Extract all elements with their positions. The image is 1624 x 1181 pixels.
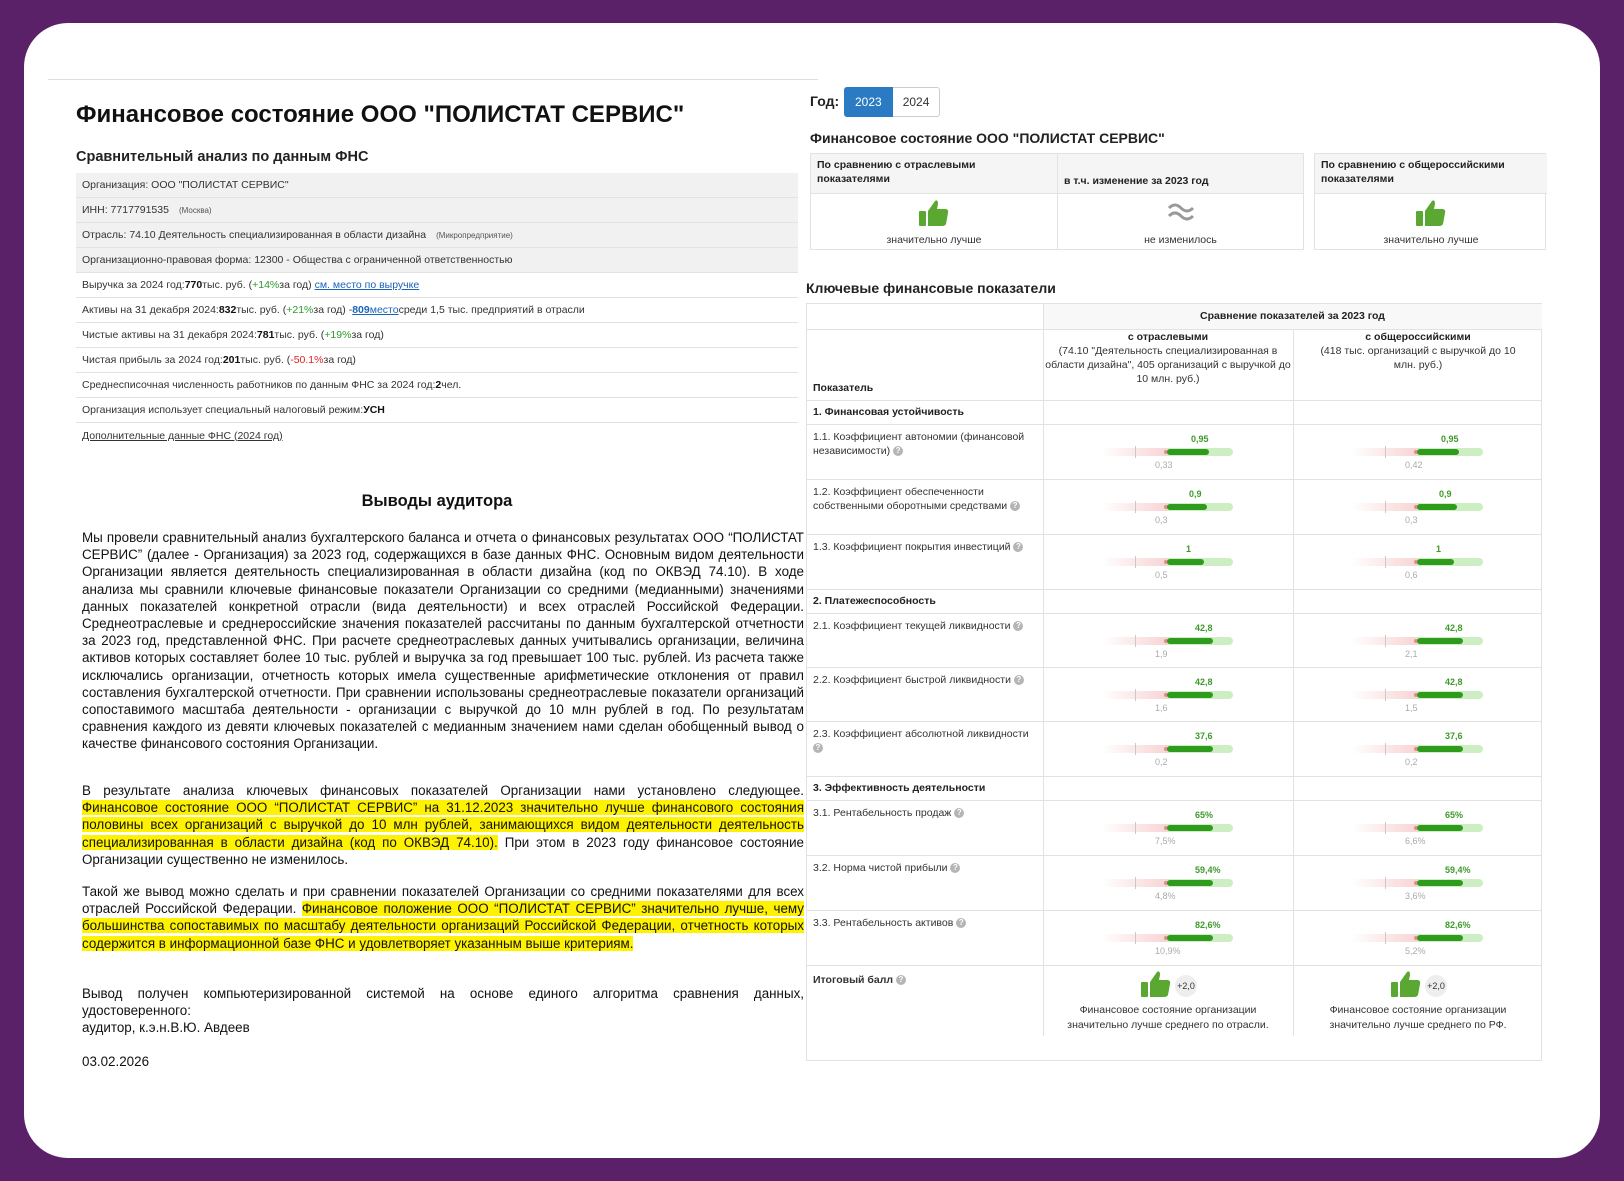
meter-median-mark (1135, 822, 1136, 834)
meter-fill (1167, 880, 1213, 886)
meter-median-value: 5,2% (1405, 946, 1426, 956)
indicator-meter (1351, 920, 1483, 956)
info-employees: Среднесписочная численность работников по данным ФНС за 2024 год: 2 чел. (76, 373, 798, 398)
meter-value: 42,8 (1445, 623, 1463, 633)
meter-median-value: 3,6% (1405, 891, 1426, 901)
meter-bg-negative (1101, 745, 1167, 753)
page-subtitle: Сравнительный анализ по данным ФНС (76, 149, 369, 165)
meter-median-value: 0,2 (1155, 757, 1168, 767)
meter-fill (1167, 638, 1213, 644)
meter-value: 0,95 (1191, 434, 1209, 444)
indicator-label-text: 2.2. Коэффициент быстрой ликвидности (813, 674, 1014, 686)
info-profit: Чистая прибыль за 2024 год: 201 тыс. руб. ( -50.1% за год) (76, 348, 798, 373)
meter-median-mark (1135, 556, 1136, 568)
meter-median-value: 0,5 (1155, 570, 1168, 580)
indicator-label-text: 3.2. Норма чистой прибыли (813, 862, 951, 874)
meter-bg-negative (1351, 745, 1417, 753)
indicator-label (813, 540, 1037, 554)
meter-fill (1417, 559, 1454, 565)
info-tax: Организация использует специальный налоговый режим: УСН (76, 398, 798, 423)
help-icon[interactable]: ? (1014, 675, 1024, 685)
meter-fill (1167, 449, 1209, 455)
meter-bg-negative (1351, 879, 1417, 887)
row-divider (807, 965, 1541, 966)
thumbs-up-icon (1389, 969, 1423, 999)
help-icon[interactable]: ? (896, 975, 906, 985)
meter-value: 65% (1445, 810, 1464, 820)
page-frame (24, 23, 1600, 1158)
info-net-assets: Чистые активы на 31 декабря 2024: 781 тыс. руб. ( +19% за год) (76, 323, 798, 348)
indicator-label (813, 727, 1037, 755)
indicator-meter (1351, 865, 1483, 901)
right-panel (784, 23, 1600, 1158)
meter-fill (1167, 746, 1213, 752)
row-divider (807, 613, 1541, 614)
row-divider (807, 589, 1541, 590)
meter-bg-negative (1101, 503, 1167, 511)
meter-median-mark (1135, 446, 1136, 458)
info-inn: ИНН: 7717791535 (Москва) (76, 198, 798, 223)
indicator-label (813, 619, 1037, 633)
indicator-meter (1101, 810, 1233, 846)
meter-value: 59,4% (1445, 865, 1471, 875)
meter-median-mark (1385, 689, 1386, 701)
indicator-label (813, 861, 1037, 875)
meter-bg-negative (1101, 691, 1167, 699)
help-icon[interactable]: ? (813, 743, 823, 753)
meter-median-mark (1385, 932, 1386, 944)
indicator-meter (1101, 865, 1233, 901)
indicator-meter (1351, 731, 1483, 767)
help-icon[interactable]: ? (1010, 501, 1020, 511)
meter-fill (1417, 638, 1463, 644)
info-org: Организация: ООО "ПОЛИСТАТ СЕРВИС" (76, 173, 798, 198)
indicator-meter (1351, 810, 1483, 846)
indicator-label (813, 430, 1037, 458)
meter-value: 42,8 (1195, 677, 1213, 687)
meter-bg-negative (1351, 934, 1417, 942)
meter-median-mark (1135, 932, 1136, 944)
meter-value: 1 (1436, 544, 1442, 554)
meter-fill (1417, 692, 1463, 698)
indicator-meter (1101, 434, 1233, 470)
meter-median-mark (1385, 501, 1386, 513)
section-header: 2. Платежеспособность (813, 595, 936, 607)
approx-icon (1166, 198, 1196, 224)
meter-fill (1417, 746, 1463, 752)
assets-place-link[interactable]: место (369, 304, 399, 316)
meter-value: 0,9 (1189, 489, 1202, 499)
assets-rank-link[interactable]: 809 (352, 304, 370, 316)
help-icon[interactable]: ? (1013, 621, 1023, 631)
auditor-title: Выводы аудитора (361, 492, 513, 510)
indicator-meter (1351, 434, 1483, 470)
meter-value: 42,8 (1445, 677, 1463, 687)
row-divider (807, 800, 1541, 801)
meter-bg-negative (1101, 879, 1167, 887)
meter-bg-negative (1351, 448, 1417, 456)
row-divider (807, 667, 1541, 668)
auditor-paragraph-3: Такой же вывод можно сделать и при сравнении показателей Организации со средними показателями для всех отраслей Российской Федерации. Финансовое положение ООО “ПОЛИСТАТ СЕРВИС” значительно лучше, чему большинства сопоставимых по масштабу деятельности организаций Российской Федерации, отчетность которых содержится в информационной базе ФНС и удовлетворяет указанным выше критериям. (82, 884, 804, 951)
score-badge: +2,0 (1425, 975, 1447, 997)
meter-median-mark (1385, 635, 1386, 647)
section-header: 1. Финансовая устойчивость (813, 406, 964, 418)
thumbs-up-icon (917, 198, 951, 228)
indicator-meter (1101, 623, 1233, 659)
meter-fill (1417, 935, 1463, 941)
row-divider (807, 910, 1541, 911)
meter-value: 42,8 (1195, 623, 1213, 633)
fin-state-title: Финансовое состояние ООО "ПОЛИСТАТ СЕРВИС" (810, 130, 1165, 146)
info-revenue: Выручка за 2024 год: 770 тыс. руб. ( +14% за год) см. место по выручке (76, 273, 798, 298)
col-industry-head: с отраслевыми (74.10 "Деятельность специализированная в области дизайна", 405 организаций с выручкой до 10 млн. руб.) (1045, 331, 1291, 385)
row-divider (807, 400, 1541, 401)
meter-bg-negative (1101, 824, 1167, 832)
meter-median-value: 0,42 (1405, 460, 1423, 470)
meter-median-value: 4,8% (1155, 891, 1176, 901)
meter-value: 37,6 (1195, 731, 1213, 741)
comparison-box-2 (1314, 153, 1546, 250)
table-head-top: Сравнение показателей за 2023 год (1043, 304, 1542, 329)
indicator-meter (1101, 544, 1233, 580)
meter-value: 59,4% (1195, 865, 1221, 875)
year-label: Год: (810, 93, 840, 109)
meter-bg-negative (1351, 824, 1417, 832)
revenue-rank-link[interactable]: см. место по выручке (314, 279, 420, 291)
score-summary: Финансовое состояние организации значительно лучше среднего по РФ. (1329, 1004, 1507, 1031)
meter-median-value: 7,5% (1155, 836, 1176, 846)
cmp-industry: По сравнению с отраслевыми показателями значительно лучше (811, 154, 1057, 250)
meter-median-value: 6,6% (1405, 836, 1426, 846)
meter-median-mark (1135, 689, 1136, 701)
meter-bg-negative (1351, 558, 1417, 566)
row-divider (807, 776, 1541, 777)
meter-fill (1417, 880, 1463, 886)
row-divider (807, 855, 1541, 856)
section-header: 3. Эффективность деятельности (813, 782, 986, 794)
meter-value: 37,6 (1445, 731, 1463, 741)
indicator-label-text: 1.1. Коэффициент автономии (финансовой независимости) (813, 431, 1025, 457)
meter-fill (1167, 504, 1207, 510)
page-title: Финансовое состояние ООО "ПОЛИСТАТ СЕРВИС" (76, 101, 685, 128)
meter-bg-negative (1101, 448, 1167, 456)
meter-fill (1167, 935, 1213, 941)
auditor-paragraph-1: Мы провели сравнительный анализ бухгалтерского баланса и отчета о финансовых результатах ООО “ПОЛИСТАТ СЕРВИС” (далее - Организация) за 2023 год, содержащихся в базе данных ФНС. Основным видом деятельности Организации является деятельность специализированная в области дизайна (код по ОКВЭД 74.10). В ходе анализа мы сравнили ключевые финансовые показатели Организации со средними (медианными) значениями данных показателей конкретной отрасли (вида деятельности) и всех отраслей Российской Федерации. Среднеотраслевые и среднероссийские значения показателей рассчитаны по данным бухгалтерской отчетности за 2023 год, представленной ФНС. При расчете среднеотраслевых данных учитывались организации, величина активов которых составляет более 10 тыс. рублей и выручка за год превышает 100 тыс. рублей. Из расчета также исключались организации, отчетность которых имела существенные арифметические отклонения от правил составления бухгалтерской отчетности. При сравнении использованы среднеотраслевые показатели организаций сопоставимого масштаба деятельности - организации с выручкой до 10 млн рублей в год. По результатам сравнения каждого из девяти ключевых показателей с медианным значением нами сделан обобщенный вывод о качестве финансового состояния Организации. (82, 530, 804, 752)
info-industry: Отрасль: 74.10 Деятельность специализированная в области дизайна (Микропредприятие) (76, 223, 798, 248)
meter-bg-negative (1351, 691, 1417, 699)
meter-bg-negative (1101, 637, 1167, 645)
indicator-label-text: 2.3. Коэффициент абсолютной ликвидности (813, 728, 1029, 740)
meter-median-value: 1,9 (1155, 649, 1168, 659)
auditor-paragraph-2: В результате анализа ключевых финансовых показателей Организации нами установлено следующее. Финансовое состояние ООО “ПОЛИСТАТ СЕРВИС” на 31.12.2023 значительно лучше финансового состояния половины всех организаций с выручкой до 10 млн рублей, занимающихся видом деятельности деятельность специализированная в области дизайна (код по ОКВЭД 74.10). При этом в 2023 году финансовое состояние Организации существенно не изменилось. (82, 783, 804, 867)
meter-value: 0,95 (1441, 434, 1459, 444)
meter-median-value: 1,6 (1155, 703, 1168, 713)
meter-bg-negative (1101, 558, 1167, 566)
thumbs-up-icon (1139, 969, 1173, 999)
key-indicators-title: Ключевые финансовые показатели (806, 280, 1056, 296)
meter-median-value: 0,33 (1155, 460, 1173, 470)
comparison-box-1 (810, 153, 1304, 250)
indicator-label-text: 2.1. Коэффициент текущей ликвидности (813, 620, 1014, 632)
meter-fill (1417, 449, 1459, 455)
meter-value: 65% (1195, 810, 1214, 820)
auditor-paragraph-4: Вывод получен компьютеризированной системой на основе единого алгоритма сравнения данных, удостоверенного: аудитор, к.э.н.В.Ю. Авдеев (82, 986, 804, 1036)
indicator-label-text: 1.2. Коэффициент обеспеченности собственными оборотными средствами (813, 486, 1011, 512)
cmp-russia: По сравнению с общероссийскими показателями значительно лучше (1315, 154, 1547, 250)
indicator-meter (1351, 489, 1483, 525)
year-2023-button[interactable]: 2023 (844, 87, 893, 117)
cmp-change: в т.ч. изменение за 2023 год не изменилось (1057, 154, 1303, 250)
col-russia-head: с общероссийскими (418 тыс. организаций с выручкой до 10 млн. руб.) (1320, 331, 1516, 371)
meter-median-value: 0,2 (1405, 757, 1418, 767)
help-icon[interactable]: ? (893, 446, 903, 456)
meter-bg-negative (1101, 934, 1167, 942)
meter-bg-negative (1351, 637, 1417, 645)
row-divider (807, 329, 1541, 330)
indicator-meter (1101, 920, 1233, 956)
indicator-label-text: 3.3. Рентабельность активов (813, 917, 957, 929)
thumbs-up-icon (1414, 198, 1448, 228)
help-icon[interactable]: ? (950, 863, 960, 873)
indicator-meter (1351, 544, 1483, 580)
indicator-meter (1101, 677, 1233, 713)
indicator-label (813, 673, 1037, 687)
indicator-meter (1351, 677, 1483, 713)
help-icon[interactable]: ? (956, 918, 966, 928)
meter-median-mark (1385, 556, 1386, 568)
year-selector (844, 87, 940, 117)
info-legal-form: Организационно-правовая форма: 12300 - Общества с ограниченной ответственностью (76, 248, 798, 273)
meter-median-value: 0,6 (1405, 570, 1418, 580)
score-summary: Финансовое состояние организации значительно лучше среднего по отрасли. (1067, 1004, 1269, 1031)
indicator-meter (1101, 731, 1233, 767)
meter-value: 82,6% (1195, 920, 1221, 930)
meter-median-value: 0,3 (1405, 515, 1418, 525)
meter-median-mark (1135, 877, 1136, 889)
meter-median-value: 0,3 (1155, 515, 1168, 525)
info-assets: Активы на 31 декабря 2024: 832 тыс. руб. ( +21% за год) - 809 место среди 1,5 тыс. предприятий в отрасли (76, 298, 798, 323)
column-divider (1293, 329, 1294, 1036)
indicator-meter (1351, 623, 1483, 659)
meter-fill (1417, 504, 1457, 510)
meter-median-value: 10,9% (1155, 946, 1181, 956)
meter-median-mark (1385, 877, 1386, 889)
score-badge: +2,0 (1175, 975, 1197, 997)
company-info-list (76, 173, 798, 448)
divider (48, 79, 818, 80)
meter-value: 0,9 (1439, 489, 1452, 499)
score-label (813, 973, 1037, 987)
meter-median-mark (1385, 822, 1386, 834)
meter-fill (1167, 825, 1213, 831)
meter-median-mark (1135, 635, 1136, 647)
help-icon[interactable]: ? (1013, 542, 1023, 552)
meter-median-mark (1135, 501, 1136, 513)
meter-bg-negative (1351, 503, 1417, 511)
col-indicator-head: Показатель (813, 382, 874, 394)
indicator-label (813, 485, 1037, 513)
meter-median-mark (1135, 743, 1136, 755)
row-divider (807, 424, 1541, 425)
score-label-text: Итоговый балл (813, 974, 896, 986)
indicator-label (813, 916, 1037, 930)
meter-value: 82,6% (1445, 920, 1471, 930)
row-divider (807, 534, 1541, 535)
meter-median-value: 2,1 (1405, 649, 1418, 659)
meter-median-mark (1385, 743, 1386, 755)
indicators-table (806, 303, 1542, 1061)
help-icon[interactable]: ? (954, 808, 964, 818)
meter-fill (1167, 559, 1204, 565)
meter-fill (1417, 825, 1463, 831)
year-2024-button[interactable]: 2024 (893, 87, 941, 117)
meter-fill (1167, 692, 1213, 698)
indicator-meter (1101, 489, 1233, 525)
indicator-label-text: 3.1. Рентабельность продаж (813, 807, 955, 819)
extra-data-link[interactable]: Дополнительные данные ФНС (2024 год) (82, 429, 283, 442)
meter-median-mark (1385, 446, 1386, 458)
indicator-label-text: 1.3. Коэффициент покрытия инвестиций (813, 541, 1014, 553)
report-date: 03.02.2026 (82, 1054, 150, 1069)
row-divider (807, 479, 1541, 480)
meter-value: 1 (1186, 544, 1192, 554)
indicator-label (813, 806, 1037, 820)
meter-median-value: 1,5 (1405, 703, 1418, 713)
row-divider (807, 721, 1541, 722)
